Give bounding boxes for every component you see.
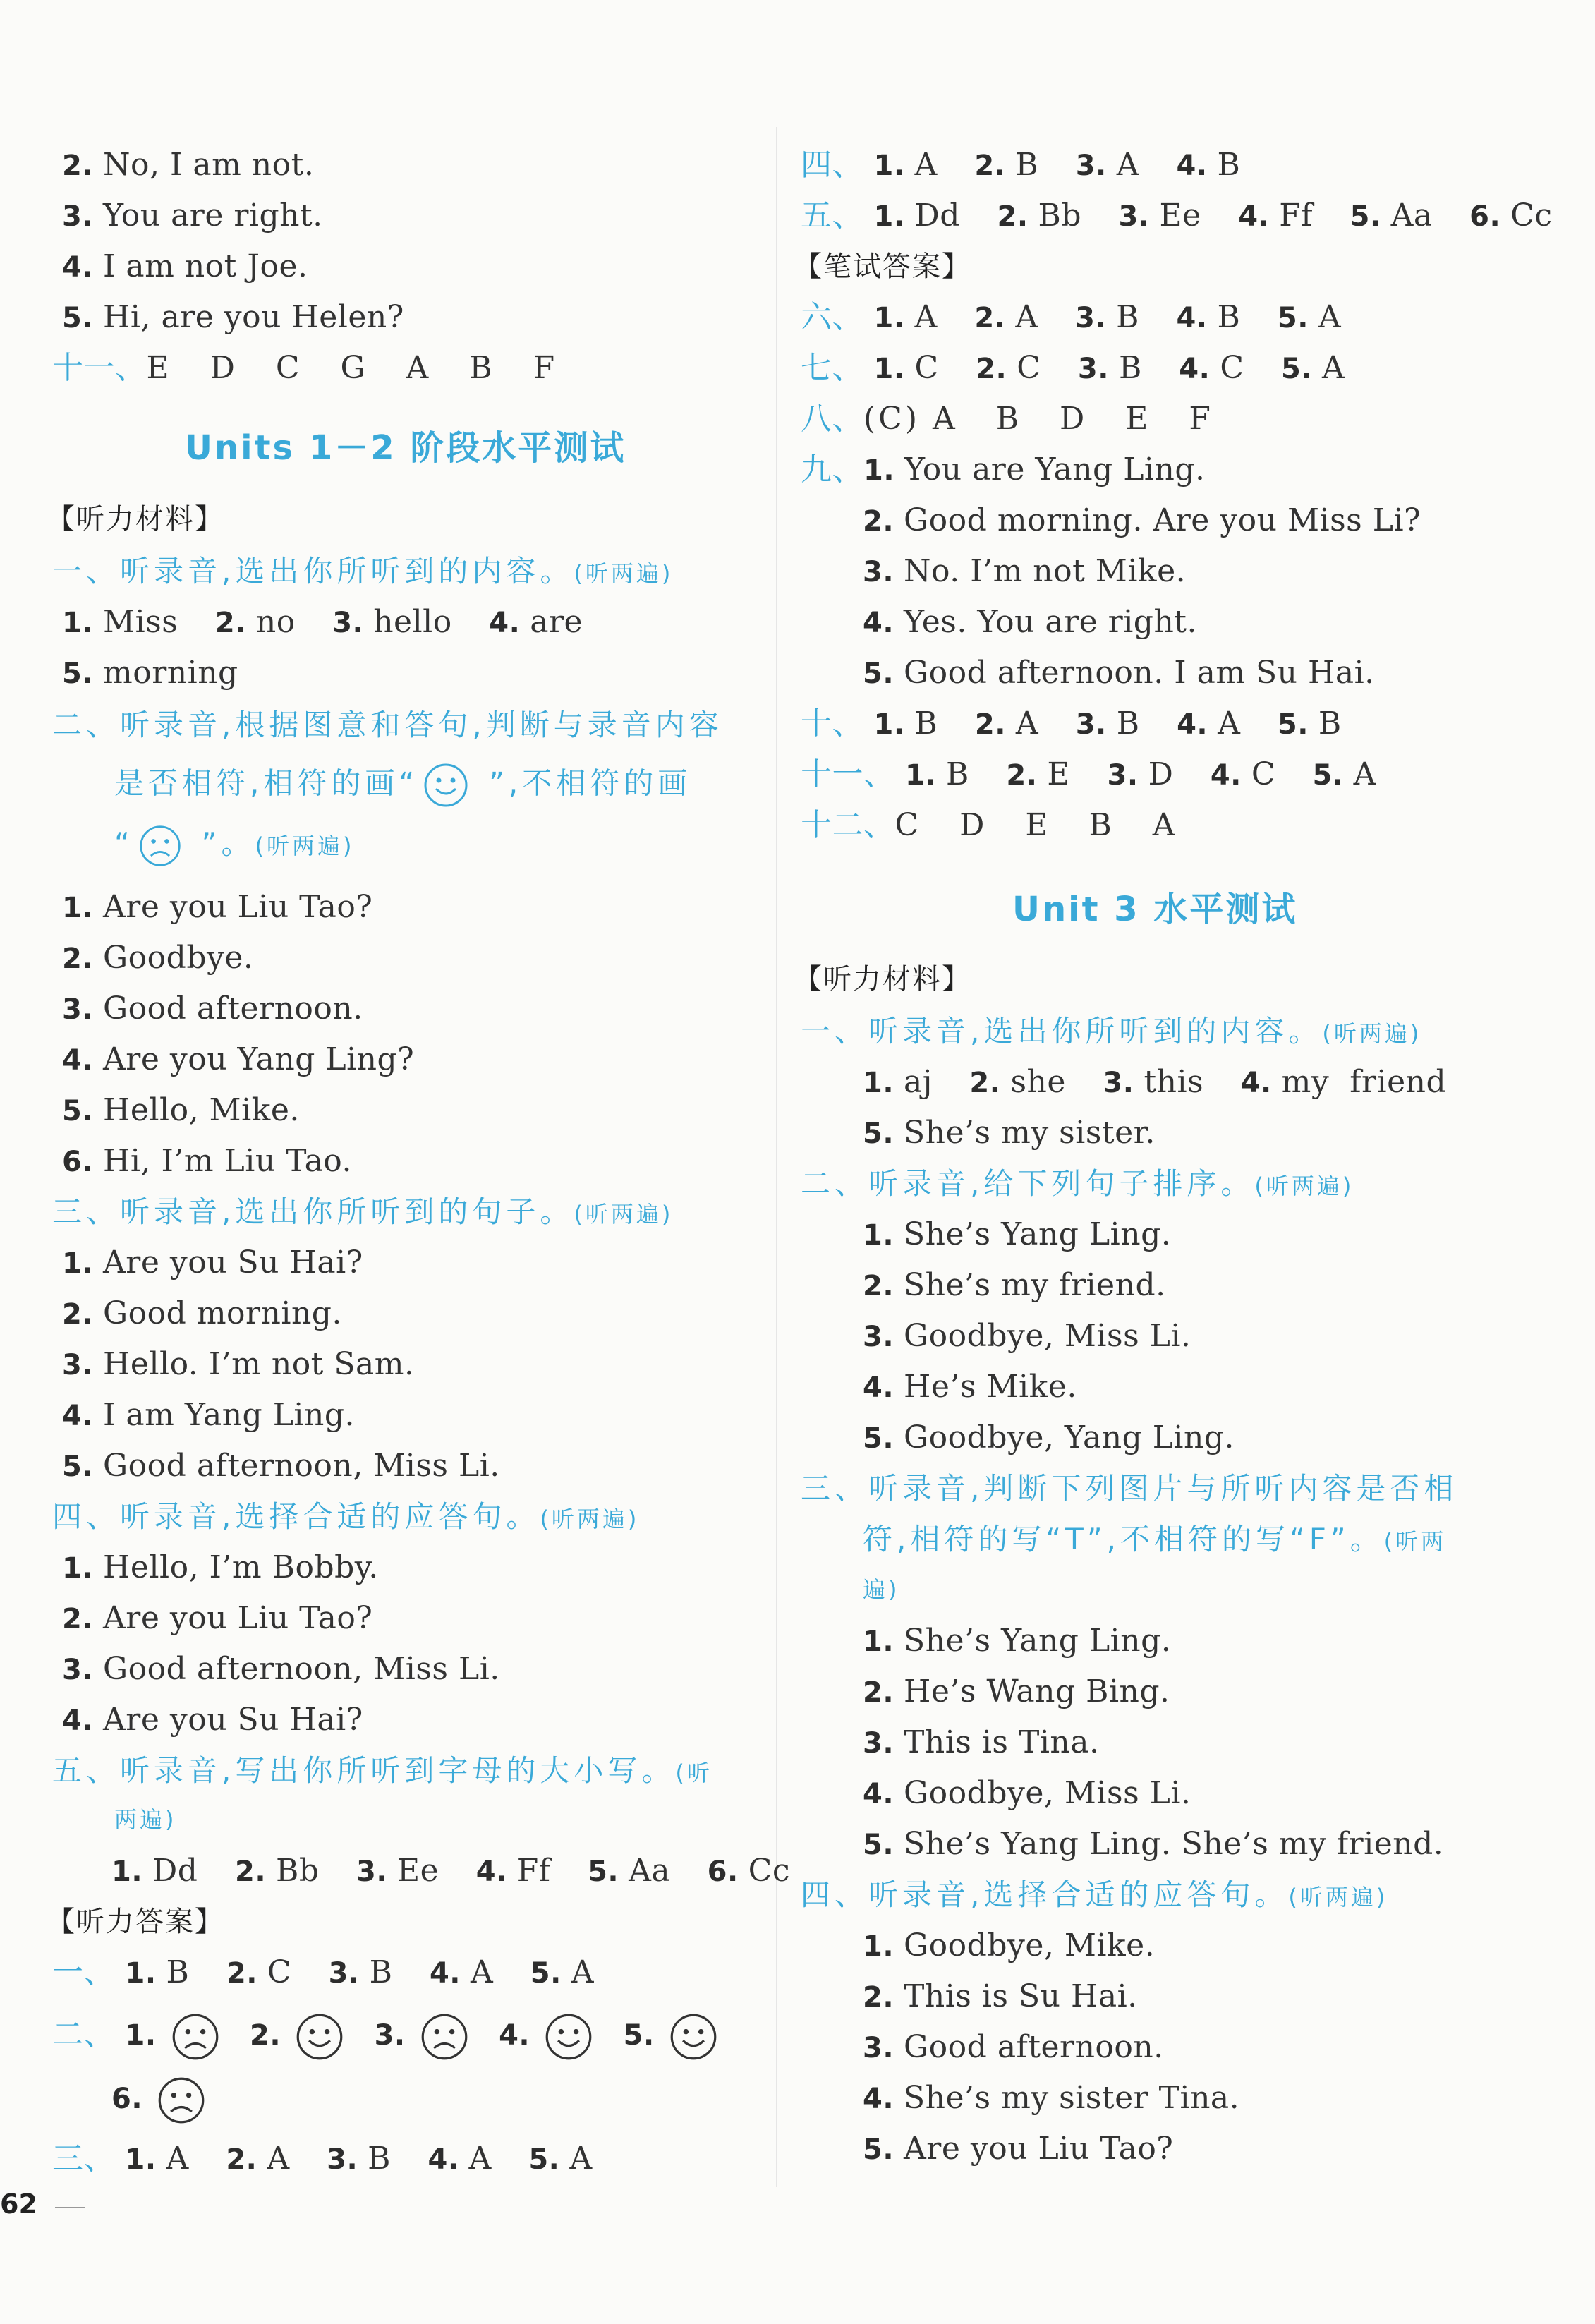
answer-line: 3. Hello. I’m not Sam. (62, 1346, 415, 1382)
sad-face-icon (420, 2012, 469, 2062)
answer-line: 一、 1. B 2. C 3. B 4. A 5. A (52, 1954, 595, 1990)
answer-line: 4. He’s Mike. (863, 1369, 1077, 1405)
answer-line: 3. This is Tina. (863, 1724, 1100, 1760)
answer-line: 2. Good morning. (62, 1295, 342, 1331)
answer-line: 十一、 1. B 2. E 3. D 4. C 5. A (801, 756, 1376, 792)
question-heading: 二、听录音,给下列句子排序。(听两遍) (801, 1166, 1354, 1201)
answer-line: 1. Are you Su Hai? (62, 1245, 363, 1281)
answer-line: 3. Good afternoon. (62, 991, 363, 1027)
answer-line: 1. Hello, I’m Bobby. (62, 1549, 379, 1585)
answer-line: 3. No. I’m not Mike. (863, 553, 1187, 589)
question-heading: 二、听录音,根据图意和答句,判断与录音内容 (52, 708, 723, 742)
answer-line: 4. Are you Su Hai? (62, 1702, 363, 1738)
answer-line: 五、 1. Dd 2. Bb 3. Ee 4. Ff 5. Aa 6. Cc (801, 198, 1553, 234)
answer-line: 5. Hi, are you Helen? (62, 299, 404, 335)
question-heading: 两遍) (114, 1806, 177, 1833)
sad-face-icon (157, 2076, 206, 2125)
question-heading: 四、听录音,选择合适的应答句。(听两遍) (52, 1499, 640, 1534)
answer-line: 十、 1. B 2. A 3. B 4. A 5. B (801, 706, 1342, 742)
answer-line: 2. She’s my friend. (863, 1267, 1166, 1303)
question-heading: 五、听录音,写出你所听到字母的大小写。(听 (52, 1753, 712, 1788)
answer-line: 六、 1. A 2. A 3. B 4. B 5. A (801, 299, 1342, 335)
answer-line: 4. Yes. You are right. (863, 604, 1197, 640)
answer-line: 3. Good afternoon, Miss Li. (62, 1651, 500, 1687)
answer-line: 5. She’s my sister. (863, 1115, 1156, 1151)
answer-line: 二、 1. 2. 3. 4. 5. (52, 2008, 738, 2062)
answer-line: 2. Good morning. Are you Miss Li? (863, 502, 1421, 538)
answer-line: 5. Hello, Mike. (62, 1092, 300, 1128)
answer-line: 2. He’s Wang Bing. (863, 1674, 1170, 1709)
question-heading: 一、听录音,选出你所听到的内容。(听两遍) (52, 554, 674, 588)
question-heading: 一、听录音,选出你所听到的内容。(听两遍) (801, 1014, 1422, 1048)
smiley-face-icon (295, 2012, 344, 2062)
answer-line: 1. Goodbye, Mike. (863, 1927, 1156, 1963)
question-heading: 遍) (863, 1576, 900, 1603)
answer-line: 2. No, I am not. (62, 147, 315, 183)
answer-line: 5. Are you Liu Tao? (863, 2131, 1174, 2167)
question-heading: 四、听录音,选择合适的应答句。(听两遍) (801, 1877, 1388, 1912)
answer-line: 4. Are you Yang Ling? (62, 1041, 415, 1077)
answer-line: 十二、C D E B A (801, 807, 1178, 843)
question-heading: 三、听录音,判断下列图片与所听内容是否相 (801, 1471, 1458, 1506)
answer-line: 三、 1. A 2. A 3. B 4. A 5. A (52, 2141, 593, 2177)
answer-line: 3. Goodbye, Miss Li. (863, 1318, 1191, 1354)
answer-line: 3. Good afternoon. (863, 2029, 1164, 2065)
answer-line: 6. (111, 2071, 226, 2125)
question-heading: 三、听录音,选出你所听到的句子。(听两遍) (52, 1194, 674, 1229)
sad-face-icon (171, 2012, 220, 2062)
section-title: Units 1－2 阶段水平测试 (185, 428, 626, 468)
answer-line: 1. Dd 2. Bb 3. Ee 4. Ff 5. Aa 6. Cc (111, 1853, 790, 1889)
subsection-label: 【听力材料】 (794, 963, 971, 995)
subsection-label: 【听力材料】 (47, 503, 224, 535)
answer-line: 2. Are you Liu Tao? (62, 1600, 373, 1636)
page-number: 62 (0, 2189, 37, 2220)
question-heading: “ ”。(听两遍) (114, 823, 355, 865)
answer-line: 5. Goodbye, Yang Ling. (863, 1420, 1235, 1455)
question-heading: 符,相符的写“T”,不相符的写“F”。(听两 (863, 1522, 1447, 1556)
answer-line: 九、1. You are Yang Ling. (801, 452, 1206, 488)
answer-line: 2. This is Su Hai. (863, 1978, 1138, 2014)
smiley-face-icon (669, 2012, 718, 2062)
answer-line: 4. She’s my sister Tina. (863, 2080, 1240, 2116)
answer-line: 3. You are right. (62, 198, 323, 234)
subsection-label: 【听力答案】 (47, 1906, 224, 1938)
answer-line: 5. Good afternoon, Miss Li. (62, 1448, 500, 1484)
answer-line: 1. aj 2. she 3. this 4. my friend (863, 1064, 1447, 1100)
page-number-rule (55, 2207, 85, 2208)
answer-line: 4. I am not Joe. (62, 248, 308, 284)
answer-line: 2. Goodbye. (62, 940, 254, 976)
section-title: Unit 3 水平测试 (1012, 890, 1298, 929)
answer-line: 4. Goodbye, Miss Li. (863, 1775, 1191, 1811)
answer-line: 1. Miss 2. no 3. hello 4. are (62, 604, 583, 640)
answer-line: 七、 1. C 2. C 3. B 4. C 5. A (801, 350, 1345, 386)
answer-line: 5. She’s Yang Ling. She’s my friend. (863, 1826, 1444, 1862)
answer-line: 十一、E D C G A B F (52, 350, 558, 386)
subsection-label: 【笔试答案】 (794, 250, 971, 283)
answer-line: 4. I am Yang Ling. (62, 1397, 355, 1433)
sad-face-icon (138, 824, 182, 868)
answer-line: 5. Good afternoon. I am Su Hai. (863, 655, 1375, 691)
answer-line: 1. She’s Yang Ling. (863, 1216, 1172, 1252)
answer-line: 1. She’s Yang Ling. (863, 1623, 1172, 1659)
answer-line: 6. Hi, I’m Liu Tao. (62, 1143, 353, 1179)
answer-line: 1. Are you Liu Tao? (62, 889, 373, 925)
answer-line: 5. morning (62, 655, 238, 691)
answer-line: 八、(C) A B D E F (801, 401, 1213, 437)
question-heading: 是否相符,相符的画“ ”,不相符的画 (114, 762, 691, 804)
smiley-face-icon (544, 2012, 593, 2062)
smiley-face-icon (423, 762, 469, 809)
answer-line: 四、 1. A 2. B 3. A 4. B (801, 147, 1241, 183)
